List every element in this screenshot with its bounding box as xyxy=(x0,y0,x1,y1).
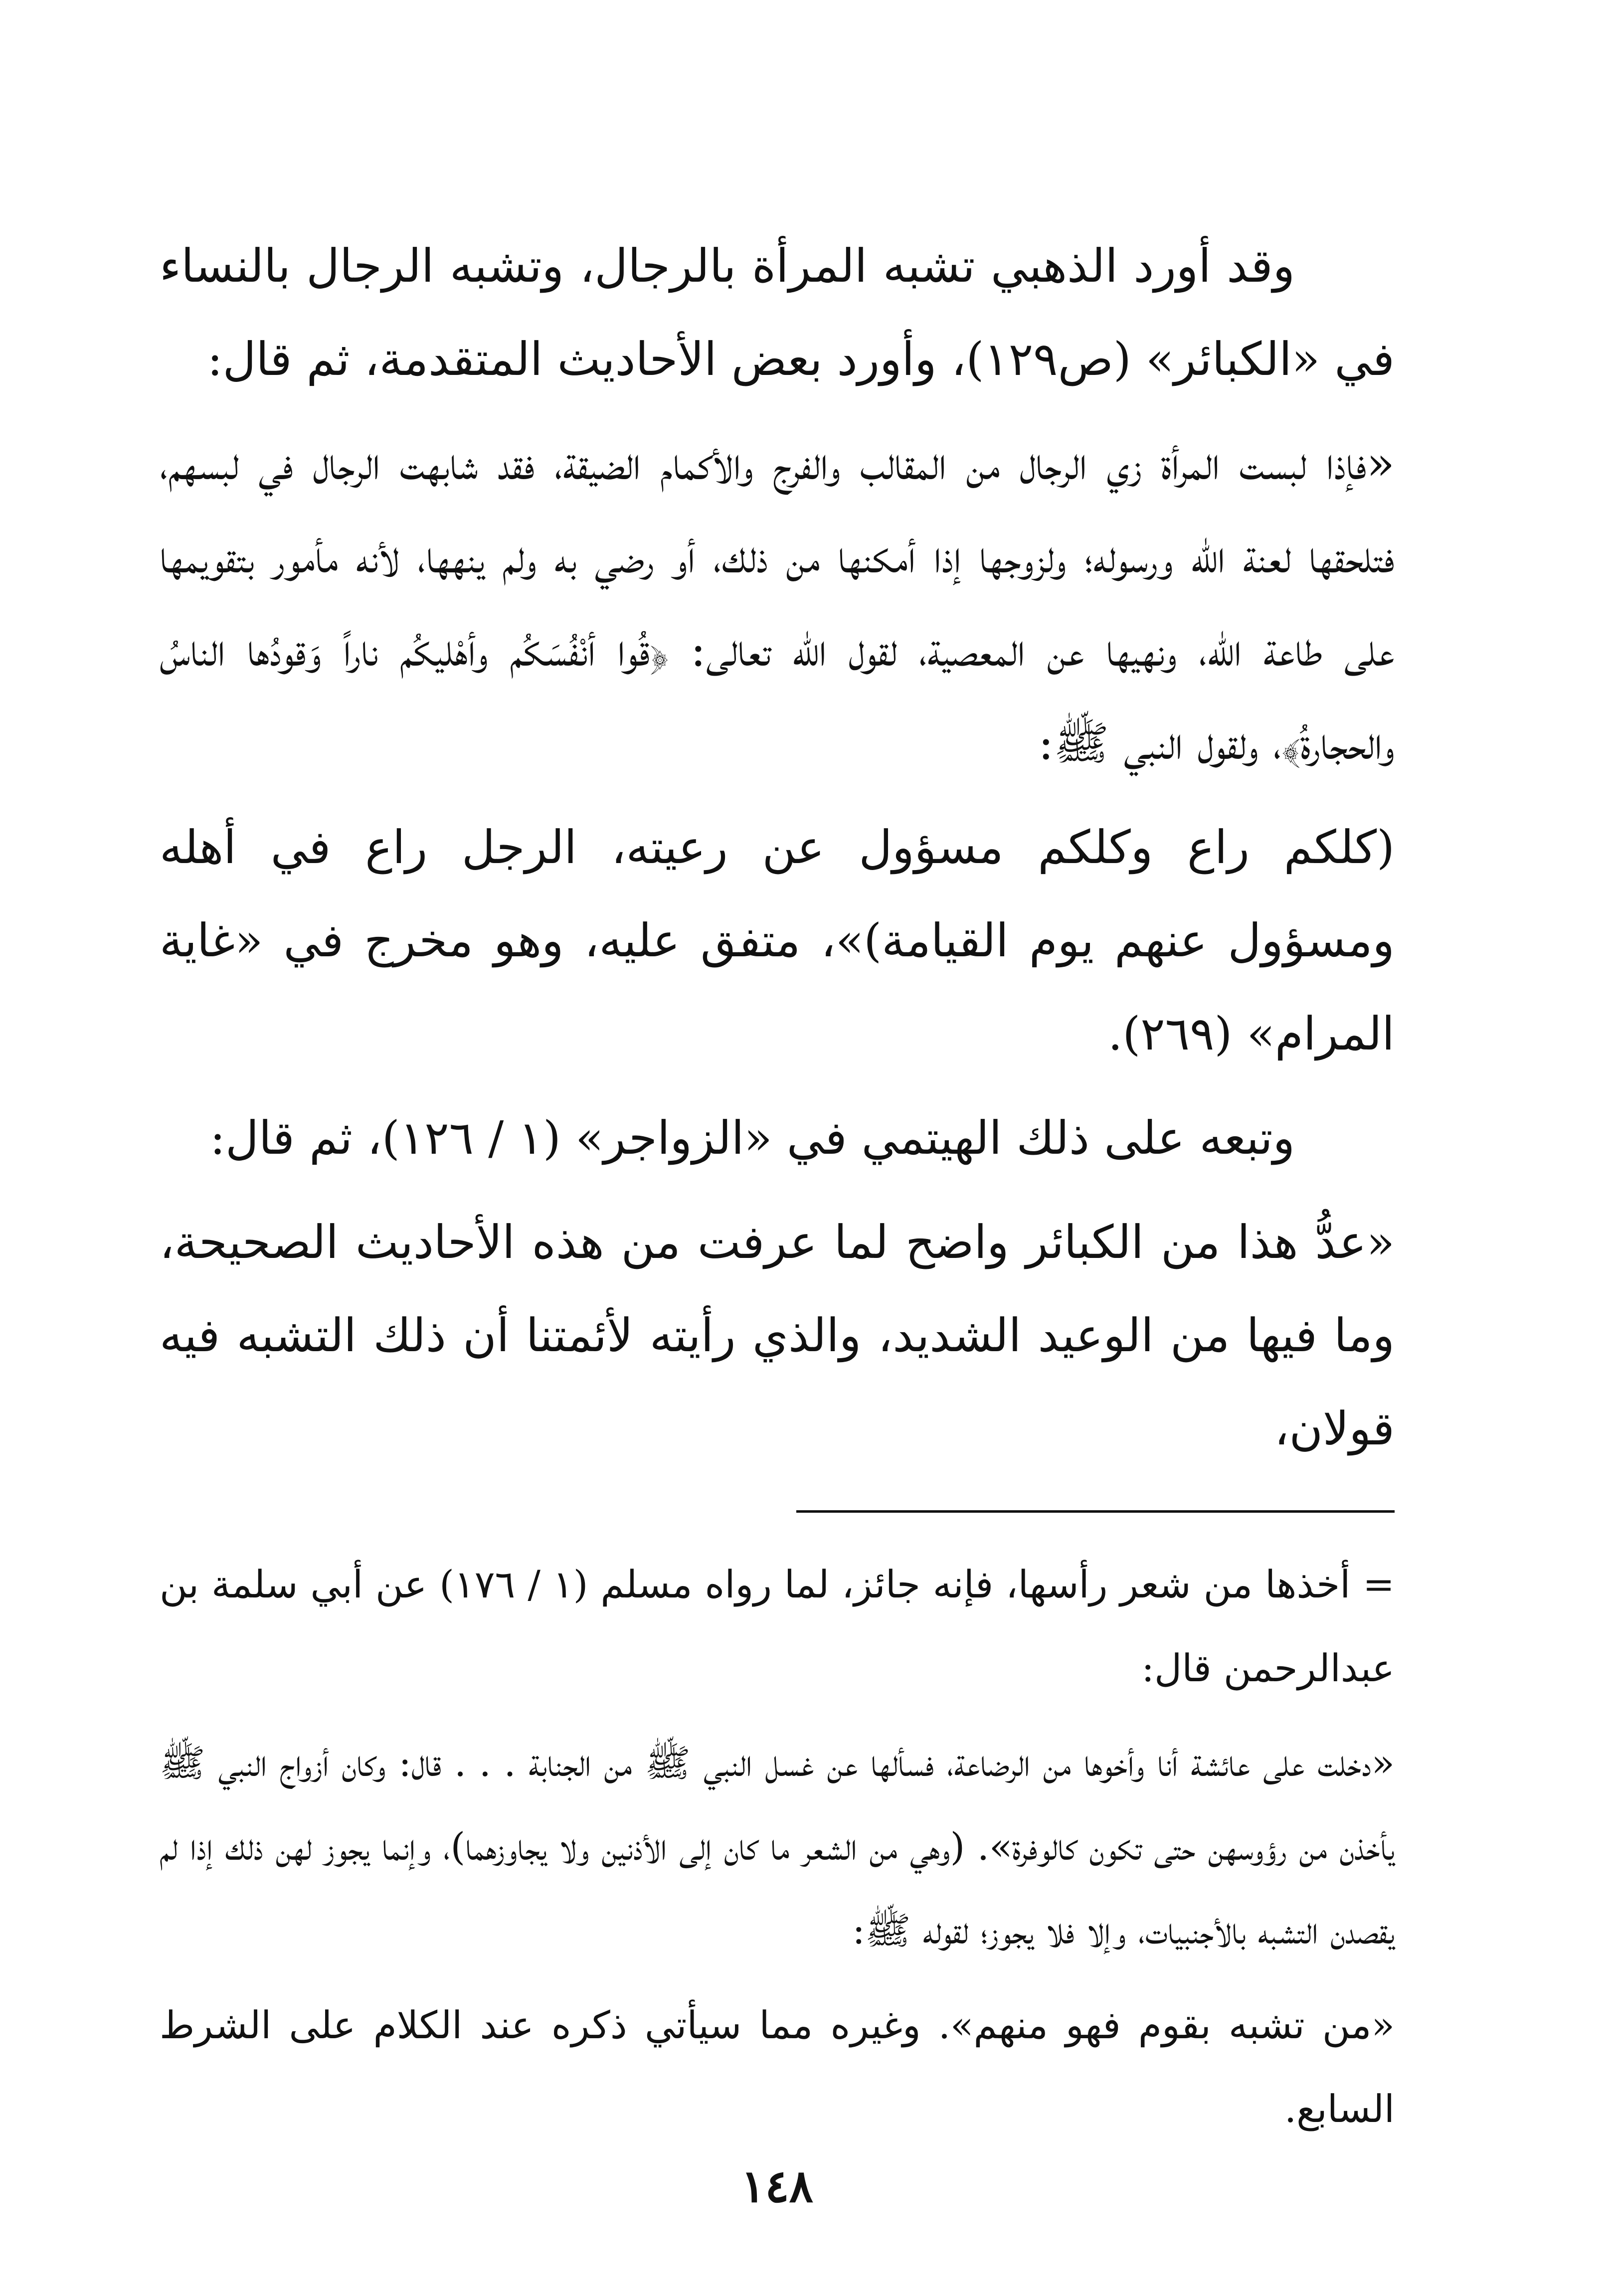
main-paragraph: وقد أورد الذهبي تشبه المرأة بالرجال، وتشبه الرجال بالنساء في «الكبائر» (ص١٢٩)، وأورد بعض الأحاديث المتقدمة، ثم قال: xyxy=(160,239,1395,386)
footnotes xyxy=(160,1543,1395,2151)
footnote-paragraph: «دخلت على عائشة أنا وأخوها من الرضاعة، فسألها عن غسل النبي ﷺ من الجنابة . . . قال: وكان أزواج النبي ﷺ يأخذن من رؤوسهن حتى تكون كالوفرة». (وهي من الشعر ما كان إلى الأذنين ولا يجاوزهما)، وإنما يجوز لهن ذلك إذا لم يقصدن التشبه بالأجنبيات، وإلا فلا يجوز؛ لقوله ﷺ: xyxy=(160,1741,1395,1952)
main-paragraph: «فإذا لبست المرأة زي الرجال من المقالب والفرج والأكمام الضيقة، فقد شابهت الرجال في لبسهم، فتلحقها لعنة الله ورسوله؛ ولزوجها إذا أمكنها من ذلك، أو رضي به ولم ينهها، لأنه مأمور بتقويمها على طاعة الله، ونهيها عن المعصية، لقول الله تعالى: ﴿قُوا أنْفُسَكُم وأهْليكُم ناراً وَقودُها الناسُ والحجارةُ﴾، ولقول النبي ﷺ: xyxy=(160,437,1395,770)
main-paragraph: «عدُّ هذا من الكبائر واضح لما عرفت من هذه الأحاديث الصحيحة، وما فيها من الوعيد الشديد، والذي رأيته لأئمتنا أن ذلك التشبه فيه قولان، xyxy=(160,1216,1395,1455)
footnote-divider xyxy=(796,1510,1395,1513)
footnote-paragraph: «من تشبه بقوم فهو منهم». وغيره مما سيأتي ذكره عند الكلام على الشرط السابع. xyxy=(160,2003,1395,2131)
footnote-paragraph: = أخذها من شعر رأسها، فإنه جائز، لما رواه مسلم (١ / ١٧٦) عن أبي سلمة بن عبدالرحمن قال: xyxy=(160,1562,1395,1690)
book-page xyxy=(160,219,1395,2236)
main-paragraph: (كلكم راع وكلكم مسؤول عن رعيته، الرجل راع في أهله ومسؤول عنهم يوم القيامة)»، متفق عليه، وهو مخرج في «غاية المرام» (٢٦٩). xyxy=(160,821,1395,1060)
main-paragraph: وتبعه على ذلك الهيتمي في «الزواجر» (١ / ١٢٦)، ثم قال: xyxy=(210,1111,1295,1165)
main-text xyxy=(160,219,1395,1475)
page-number: ١٤٨ xyxy=(740,2160,814,2213)
